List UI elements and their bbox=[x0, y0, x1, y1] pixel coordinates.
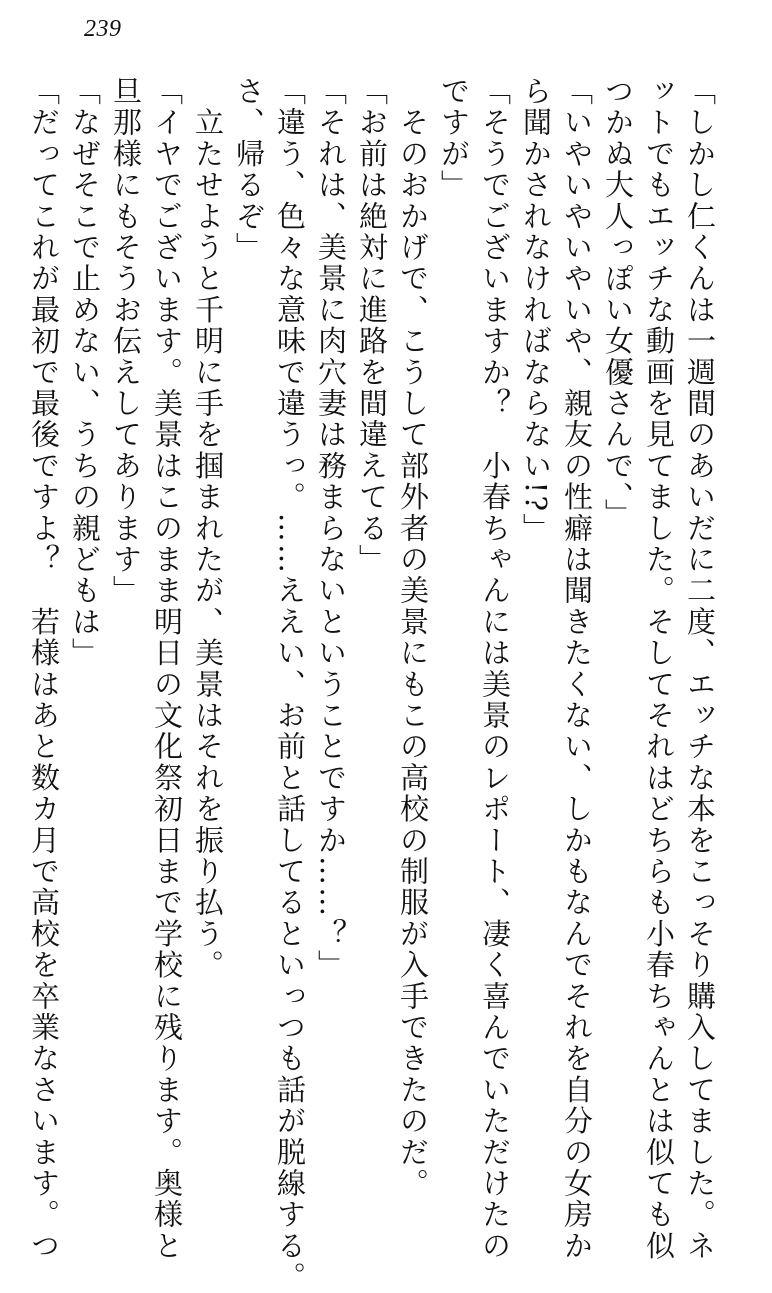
text-line: 「イヤでございます。美景はこのまま明日の文化祭初日まで学校に残ります。奥様と bbox=[150, 76, 184, 1262]
text-line: 「違う、色々な意味で違うっ。……ええい、お前と話してるといっつも話が脱線する。 bbox=[273, 76, 307, 1293]
text-line: ら聞かされなければならない!?」 bbox=[519, 76, 553, 545]
text-line: 「そうでございますか？ 小春ちゃんには美景のレポート、凄く喜んでいただけたの bbox=[478, 76, 512, 1262]
text-line: 「いやいやいやいや、親友の性癖は聞きたくない、しかもなんでそれを自分の女房か bbox=[560, 76, 594, 1262]
text-line: 「それは、美景に肉穴妻は務まらないということですか……？」 bbox=[314, 76, 348, 981]
text-line: 「なぜそこで止めない、うちの親どもは」 bbox=[68, 76, 102, 669]
text-line: つかぬ大人っぽい女優さんで、」 bbox=[601, 76, 635, 530]
text-line: 立たせようと千明に手を掴まれたが、美景はそれを振り払う。 bbox=[191, 76, 225, 981]
text-line: ですが」 bbox=[437, 76, 471, 201]
text-line: 「お前は絶対に進路を間違えてる」 bbox=[355, 76, 389, 576]
text-line: 旦那様にもそうお伝えしてあります」 bbox=[109, 76, 143, 607]
text-line: 「しかし仁くんは一週間のあいだに二度、エッチな本をこっそり購入してました。ネ bbox=[683, 76, 717, 1262]
novel-text-column bbox=[27, 76, 720, 1293]
text-line: そのおかげで、こうして部外者の美景にもこの高校の制服が入手できたのだ。 bbox=[396, 76, 430, 1200]
page-number: 239 bbox=[84, 16, 122, 42]
text-line: さ、帰るぞ」 bbox=[232, 76, 266, 264]
text-line: 「だってこれが最初で最後ですよ？ 若様はあと数カ月で高校を卒業なさいます。つ bbox=[27, 76, 61, 1262]
text-line: ットでもエッチな動画を見てました。そしてそれはどちらも小春ちゃんとは似ても似 bbox=[642, 76, 676, 1262]
